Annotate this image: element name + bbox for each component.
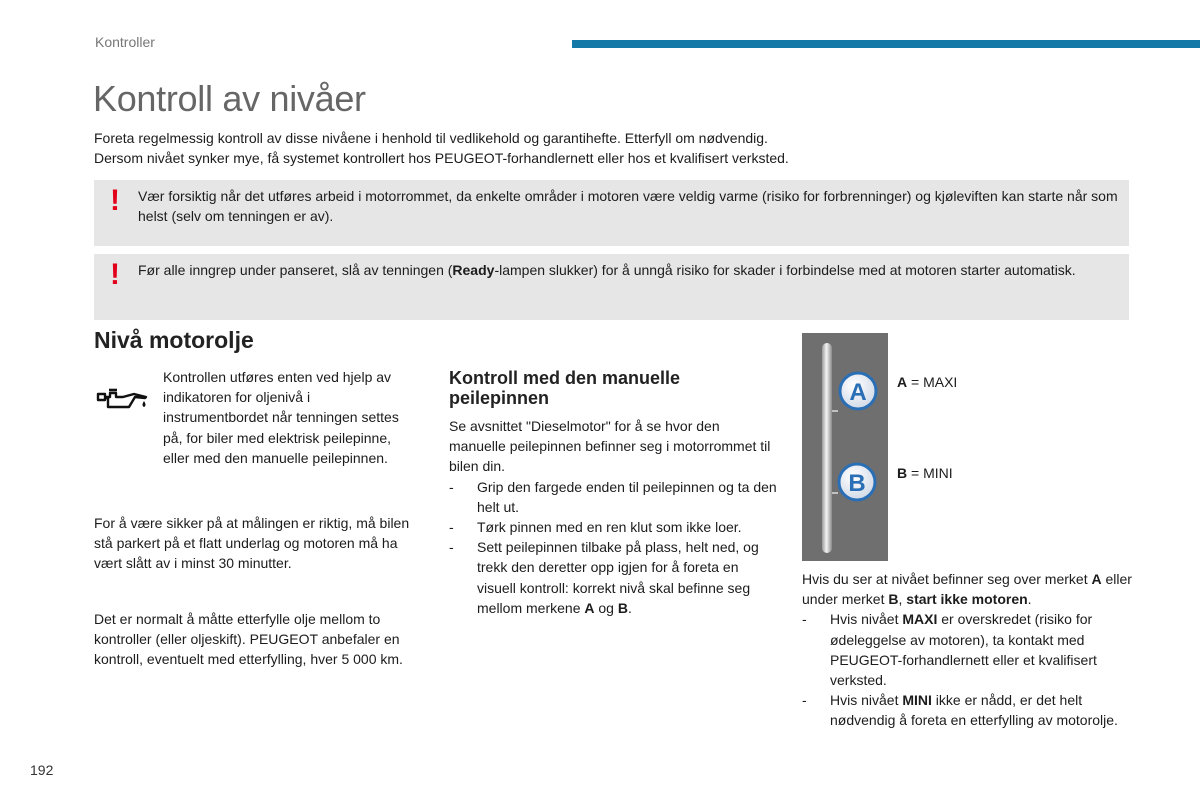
level-actions-list <box>802 609 1137 730</box>
list-item: - Tørk pinnen med en ren klut som ikke loer. <box>449 519 742 536</box>
intro-line-1: Foreta regelmessig kontroll av disse nivåene i henhold til vedlikehold og garantihefte. Etterfyll om nødvendig. <box>94 130 768 146</box>
marker-b-badge <box>839 464 875 500</box>
warning-box-engine-heat <box>94 180 1129 246</box>
section-label: Kontroller <box>95 34 155 50</box>
manual-steps-list <box>449 477 779 618</box>
manual-intro: Se avsnittet "Dieselmotor" for å se hvor den manuelle peilepinnen befinner seg i motorrommet til bilen din. <box>449 418 771 475</box>
warning-text: Vær forsiktig når det utføres arbeid i motorrommet, da enkelte områder i motoren være veldig varme (risiko for forbrenninger) og kjøleviften kan starte når som helst (selv om tenningen er av). <box>138 188 1118 224</box>
list-item: - Sett peilepinnen tilbake på plass, helt ned, og trekk den deretter opp igjen for å foreta en visuell kontroll: korrekt nivå skal befinne seg mellom merkene A og B. <box>449 539 759 616</box>
dipstick-illustration <box>802 333 888 561</box>
list-item: - Grip den fargede enden til peilepinnen og ta den helt ut. <box>449 478 777 515</box>
manual-dipstick-text <box>449 416 779 618</box>
marker-a-badge <box>840 373 876 409</box>
oil-can-icon <box>96 385 148 415</box>
list-item: - Hvis nivået MAXI er overskredet (risiko for ødeleggelse av motoren), ta kontakt med PEUGEOT-forhandlernett eller et kvalifisert verksted. <box>802 611 1097 689</box>
warning-exclamation-icon: ! <box>110 258 120 291</box>
header-accent-bar <box>572 40 1200 48</box>
oil-paragraph-refill: Det er normalt å måtte etterfylle olje mellom to kontroller (eller oljeskift). PEUGEOT anbefaler en kontroll, eventuelt med etterfylling, hver 5 000 km. <box>94 611 403 668</box>
intro-line-2: Dersom nivået synker mye, få systemet kontrollert hos PEUGEOT-forhandlernett eller hos et kvalifisert verksted. <box>94 150 789 166</box>
svg-text:A: A <box>849 379 867 406</box>
label-a-maxi: A = MAXI <box>897 374 958 390</box>
list-item: - Hvis nivået MINI ikke er nådd, er det helt nødvendig å foreta en etterfylling av motorolje. <box>802 692 1118 729</box>
label-b-mini: B = MINI <box>897 465 953 481</box>
oil-paragraph-parked: For å være sikker på at målingen er riktig, må bilen stå parkert på et flatt underlag og motoren må ha vært slått av i minst 30 minutter. <box>94 515 410 572</box>
section-heading-oil-level: Nivå motorolje <box>94 327 254 353</box>
page-number: 192 <box>30 762 54 778</box>
svg-text:B: B <box>848 470 866 497</box>
intro-paragraph <box>94 128 1134 168</box>
warning-text: Før alle inngrep under panseret, slå av tenningen (Ready-lampen slukker) for å unngå risiko for skader i forbindelse med at motoren starter automatisk. <box>138 262 1076 278</box>
page-title: Kontroll av nivåer <box>93 78 366 119</box>
subheading-manual-dipstick: Kontroll med den manuelle peilepinnen <box>449 368 681 408</box>
warning-exclamation-icon: ! <box>110 184 120 217</box>
level-instructions <box>802 569 1137 731</box>
warning-box-ignition <box>94 254 1129 320</box>
level-paragraph: Hvis du ser at nivået befinner seg over merket A eller under merket B, start ikke motoren. <box>802 571 1132 608</box>
oil-paragraph-indicator: Kontrollen utføres enten ved hjelp av indikatoren for oljenivå i instrumentbordet når tenningen settes på, for biler med elektrisk peilepinne, eller med den manuelle peilepinnen. <box>163 369 399 466</box>
